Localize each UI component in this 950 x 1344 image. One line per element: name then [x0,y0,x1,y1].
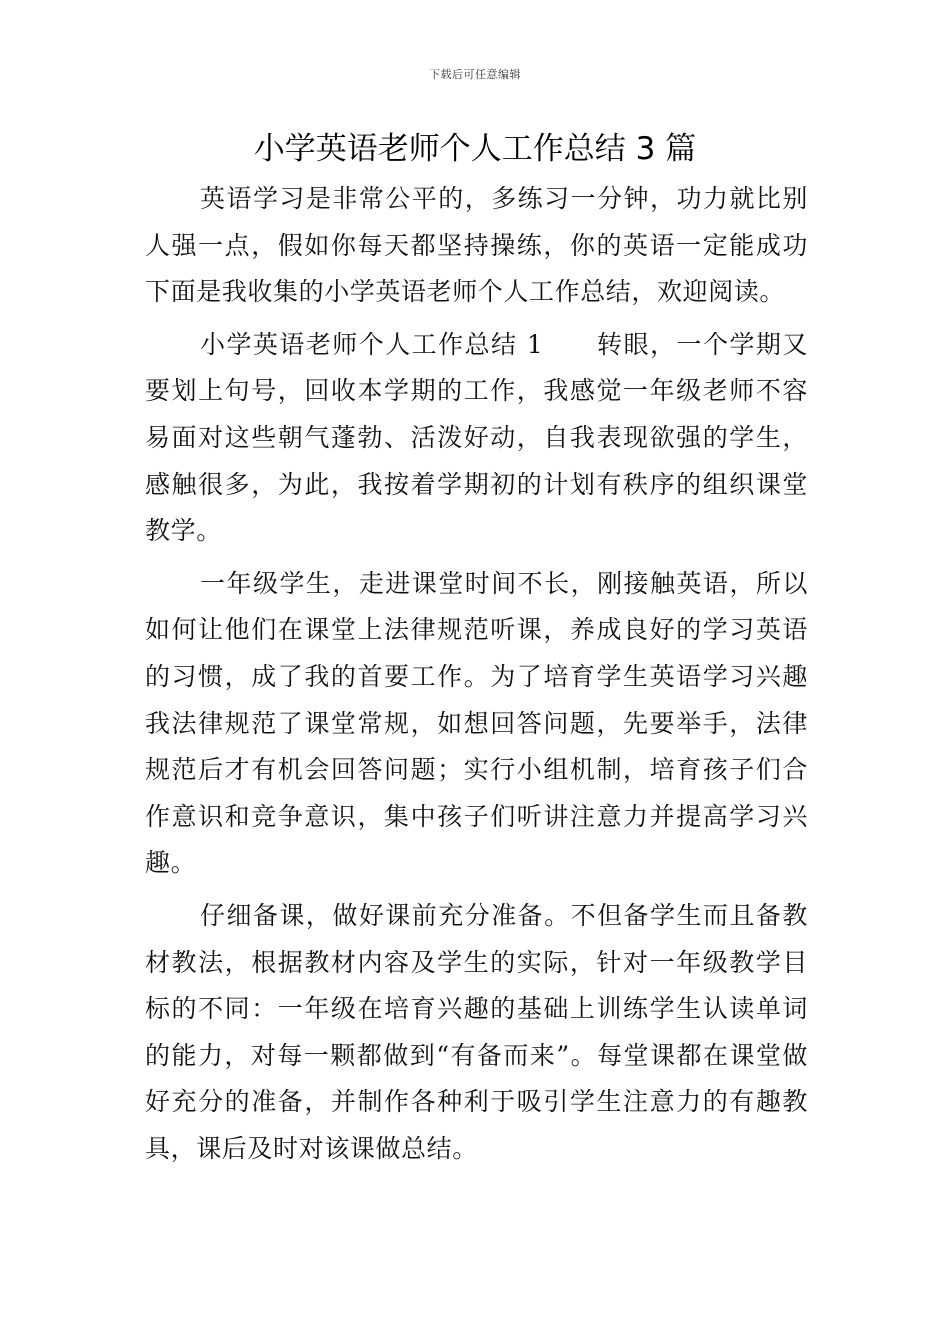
header-note: 下载后可任意编辑 [429,68,521,81]
paragraph-classroom-rules: 一年级学生，走进课堂时间不长，刚接触英语，所以如何让他们在课堂上法律规范听课，养成良好的学习英语的习惯，成了我的首要工作。为了培育学生英语学习兴趣我法律规范了课堂常规，如想回答问题，先要举手，法律规范后才有机会回答问题；实行小组机制，培育孩子们合作意识和竞争意识，集中孩子们听讲注意力并提高学习兴趣。 [145,568,808,878]
paragraph-intro: 英语学习是非常公平的，多练习一分钟，功力就比别人强一点，假如你每天都坚持操练，你的英语一定能成功下面是我收集的小学英语老师个人工作总结，欢迎阅读。 [145,184,808,307]
paragraph-summary-1: 小学英语老师个人工作总结 1 转眼，一个学期又要划上句号，回收本学期的工作，我感觉一年级老师不容易面对这些朝气蓬勃、活泼好动，自我表现欲强的学生，感触很多，为此，我按着学期初的计划有秩序的组织课堂教学。 [145,329,808,546]
document-title: 小学英语老师个人工作总结 3 篇 [253,131,697,167]
paragraph-lesson-prep: 仔细备课，做好课前充分准备。不但备学生而且备教材教法，根据教材内容及学生的实际，针对一年级教学目标的不同：一年级在培育兴趣的基础上训练学生认读单词的能力，对每一颗都做到“有备而来”。每堂课都在课堂做好充分的准备，并制作各种利于吸引学生注意力的有趣教具，课后及时对该课做总结。 [145,900,808,1163]
document-body [145,176,808,1176]
